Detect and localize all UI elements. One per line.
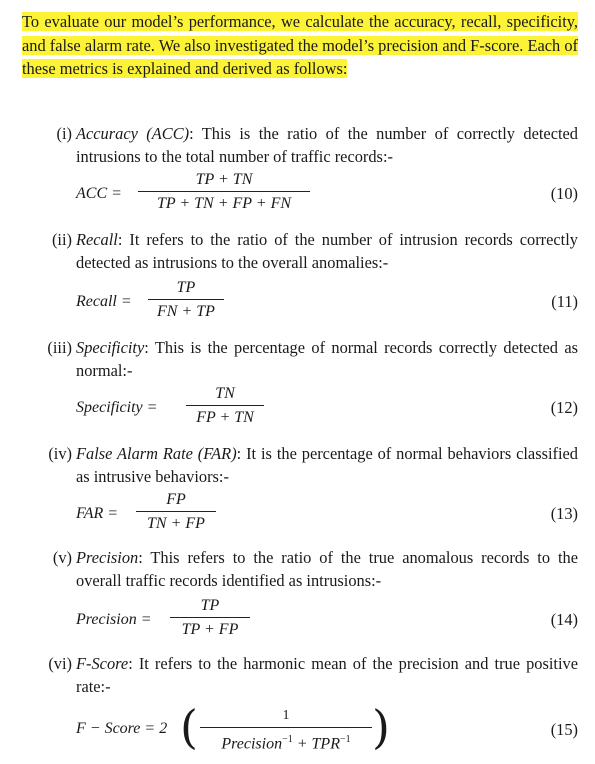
equation-lhs: Precision = bbox=[76, 611, 152, 628]
numerator: TP + TN bbox=[195, 171, 253, 188]
highlighted-intro-text: To evaluate our model’s performance, we calculate the accuracy, recall, specificity, and false alarm rate. We also investigated the model’s precision and F-score. Each of these metrics is explained and derived as follows: bbox=[22, 12, 578, 78]
definition: : This is the percentage of normal records correctly detected as normal:- bbox=[76, 338, 578, 380]
item-number: (iii) bbox=[47, 338, 72, 357]
fraction-bar bbox=[186, 405, 264, 406]
fraction bbox=[200, 706, 372, 753]
definition: : This refers to the ratio of the true anomalous records to the overall traffic records identified as intrusions:- bbox=[76, 548, 578, 590]
numerator: 1 bbox=[282, 708, 290, 723]
equation-12 bbox=[76, 384, 578, 436]
term-precision: Precision bbox=[76, 548, 139, 567]
fraction bbox=[148, 278, 224, 322]
inverse-exponent: −1 bbox=[282, 734, 293, 745]
denominator: TN + FP bbox=[147, 515, 205, 532]
equation-lhs: Specificity = bbox=[76, 399, 158, 416]
term-specificity: Specificity bbox=[76, 338, 145, 357]
item-number: (v) bbox=[52, 548, 72, 567]
denominator: TP + FP bbox=[181, 621, 239, 638]
item-number: (iv) bbox=[48, 444, 72, 463]
equation-lhs: ACC = bbox=[76, 185, 122, 202]
equation-number: (10) bbox=[550, 184, 578, 203]
metric-specificity bbox=[22, 336, 578, 382]
term-accuracy: Accuracy (ACC) bbox=[76, 124, 190, 143]
equation-lhs: FAR = bbox=[76, 505, 119, 522]
fraction bbox=[138, 170, 310, 214]
metric-f-score bbox=[22, 652, 578, 698]
intro-paragraph bbox=[22, 10, 578, 81]
metric-false-alarm-rate bbox=[22, 442, 578, 488]
term-recall: Recall bbox=[76, 230, 118, 249]
right-paren: ) bbox=[372, 700, 390, 754]
equation-number: (11) bbox=[551, 292, 578, 311]
equation-13 bbox=[76, 490, 578, 542]
definition: : It refers to the ratio of the number of intrusion records correctly detected as intrusions to the overall anomalies:- bbox=[76, 230, 578, 272]
equation-number: (13) bbox=[550, 504, 578, 523]
denominator-tpr: + TPR bbox=[292, 735, 340, 753]
numerator: TP bbox=[200, 597, 220, 614]
term-far: False Alarm Rate (FAR) bbox=[76, 444, 237, 463]
metric-recall bbox=[22, 228, 578, 274]
denominator-precision: Precision bbox=[221, 735, 283, 753]
item-text bbox=[76, 228, 578, 274]
term-f-score: F-Score bbox=[76, 654, 129, 673]
denominator: TP + TN + FP + FN bbox=[156, 195, 292, 212]
numerator: TN bbox=[215, 385, 235, 402]
equation-lhs: Recall = bbox=[76, 293, 132, 310]
equation-10 bbox=[76, 170, 578, 222]
equation-15 bbox=[76, 700, 578, 758]
fraction-bar bbox=[138, 191, 310, 192]
equation-number: (12) bbox=[550, 398, 578, 417]
definition: : It refers to the harmonic mean of the precision and true positive rate:- bbox=[76, 654, 578, 696]
fraction-bar bbox=[148, 299, 224, 300]
fraction bbox=[186, 384, 264, 428]
item-number: (i) bbox=[56, 124, 72, 143]
metric-precision bbox=[22, 546, 578, 592]
left-paren: ( bbox=[180, 700, 198, 754]
item-number: (vi) bbox=[48, 654, 72, 673]
fraction-bar bbox=[170, 617, 250, 618]
item-text bbox=[76, 442, 578, 488]
numerator: FP bbox=[166, 491, 186, 508]
equation-number: (14) bbox=[550, 610, 578, 629]
definition: : This is the ratio of the number of correctly detected intrusions to the total number of traffic records:- bbox=[76, 124, 578, 166]
denominator: FN + TP bbox=[157, 303, 215, 320]
item-number: (ii) bbox=[51, 230, 72, 249]
fraction bbox=[136, 490, 216, 534]
equation-11 bbox=[76, 278, 578, 330]
numerator: TP bbox=[176, 279, 196, 296]
item-text bbox=[76, 652, 578, 698]
definition: : It is the percentage of normal behaviors classified as intrusive behaviors:- bbox=[76, 444, 578, 486]
metric-accuracy bbox=[22, 122, 578, 168]
item-text bbox=[76, 546, 578, 592]
item-text bbox=[76, 336, 578, 382]
denominator: FP + TN bbox=[196, 409, 254, 426]
equation-number: (15) bbox=[550, 720, 578, 739]
fraction bbox=[170, 596, 250, 640]
equation-lhs: F − Score = 2 bbox=[76, 720, 168, 737]
equation-14 bbox=[76, 596, 578, 648]
item-text bbox=[76, 122, 578, 168]
denominator bbox=[200, 730, 372, 753]
inverse-exponent: −1 bbox=[339, 734, 351, 745]
fraction-bar bbox=[200, 727, 372, 728]
fraction-bar bbox=[136, 511, 216, 512]
